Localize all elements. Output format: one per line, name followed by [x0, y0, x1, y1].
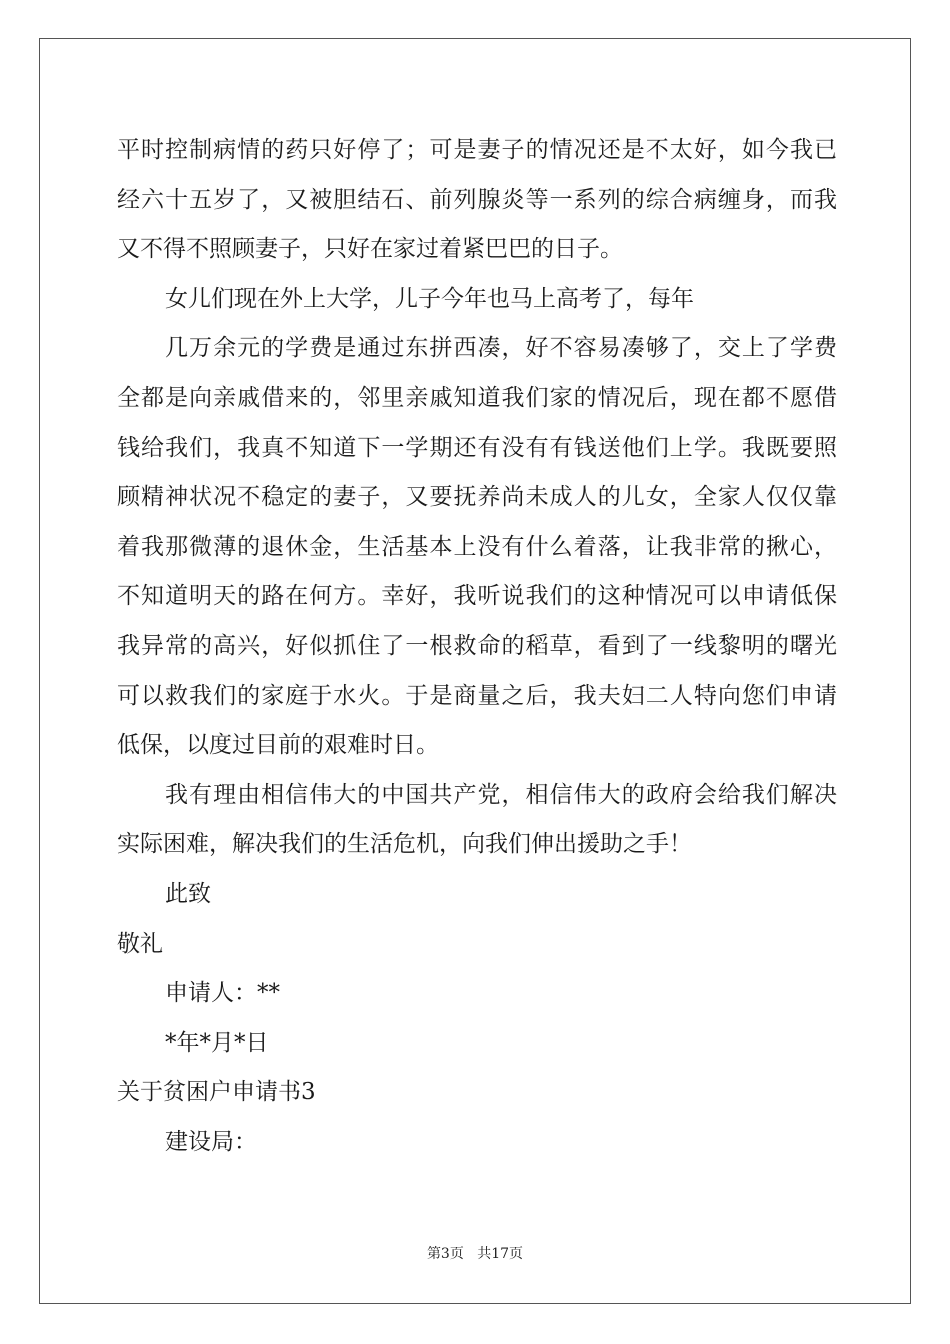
closing-regards: 敬礼	[117, 930, 163, 957]
text-line: 经六十五岁了，又被胆结石、前列腺炎等一系列的综合病缠身，而我	[117, 186, 837, 213]
document-body	[117, 126, 837, 1167]
closing-salutation: 此致	[165, 880, 211, 907]
text-line: 平时控制病情的药只好停了；可是妻子的情况还是不太好，如今我已	[117, 137, 837, 163]
text-line: 我异常的高兴，好似抓住了一根救命的稻草，看到了一线黎明的曙光	[117, 632, 837, 659]
applicant-signature: 申请人：**	[165, 980, 280, 1007]
text-line: 可以救我们的家庭于水火。于是商量之后，我夫妇二人特向您们申请	[117, 682, 837, 709]
text-line: 顾精神状况不稳定的妻子，又要抚养尚未成人的儿女，全家人仅仅靠	[117, 484, 837, 511]
signature-date: *年*月*日	[165, 1029, 269, 1056]
text-line: 低保，以度过目前的艰难时日。	[117, 732, 439, 759]
page-total: 共17页	[477, 1246, 524, 1262]
text-line: 女儿们现在外上大学，儿子今年也马上高考了，每年	[165, 285, 694, 312]
text-line: 全都是向亲戚借来的，邻里亲戚知道我们家的情况后，现在都不愿借	[117, 384, 837, 411]
text-line: 钱给我们，我真不知道下一学期还有没有有钱送他们上学。我既要照	[117, 434, 837, 461]
text-line: 我有理由相信伟大的中国共产党，相信伟大的政府会给我们解决	[165, 781, 837, 808]
text-line: 又不得不照顾妻子，只好在家过着紧巴巴的日子。	[117, 236, 623, 263]
section-title: 关于贫困户申请书3	[117, 1079, 316, 1106]
page-number: 第3页	[426, 1246, 464, 1262]
text-line: 几万余元的学费是通过东拼西凑，好不容易凑够了，交上了学费	[165, 335, 837, 362]
text-line: 实际困难，解决我们的生活危机，向我们伸出援助之手！	[117, 831, 692, 858]
text-line: 着我那微薄的退休金，生活基本上没有什么着落，让我非常的揪心，	[117, 533, 837, 560]
page-footer	[0, 1244, 950, 1264]
text-line: 不知道明天的路在何方。幸好，我听说我们的这种情况可以申请低保	[117, 583, 837, 610]
addressee: 建设局：	[165, 1128, 257, 1155]
